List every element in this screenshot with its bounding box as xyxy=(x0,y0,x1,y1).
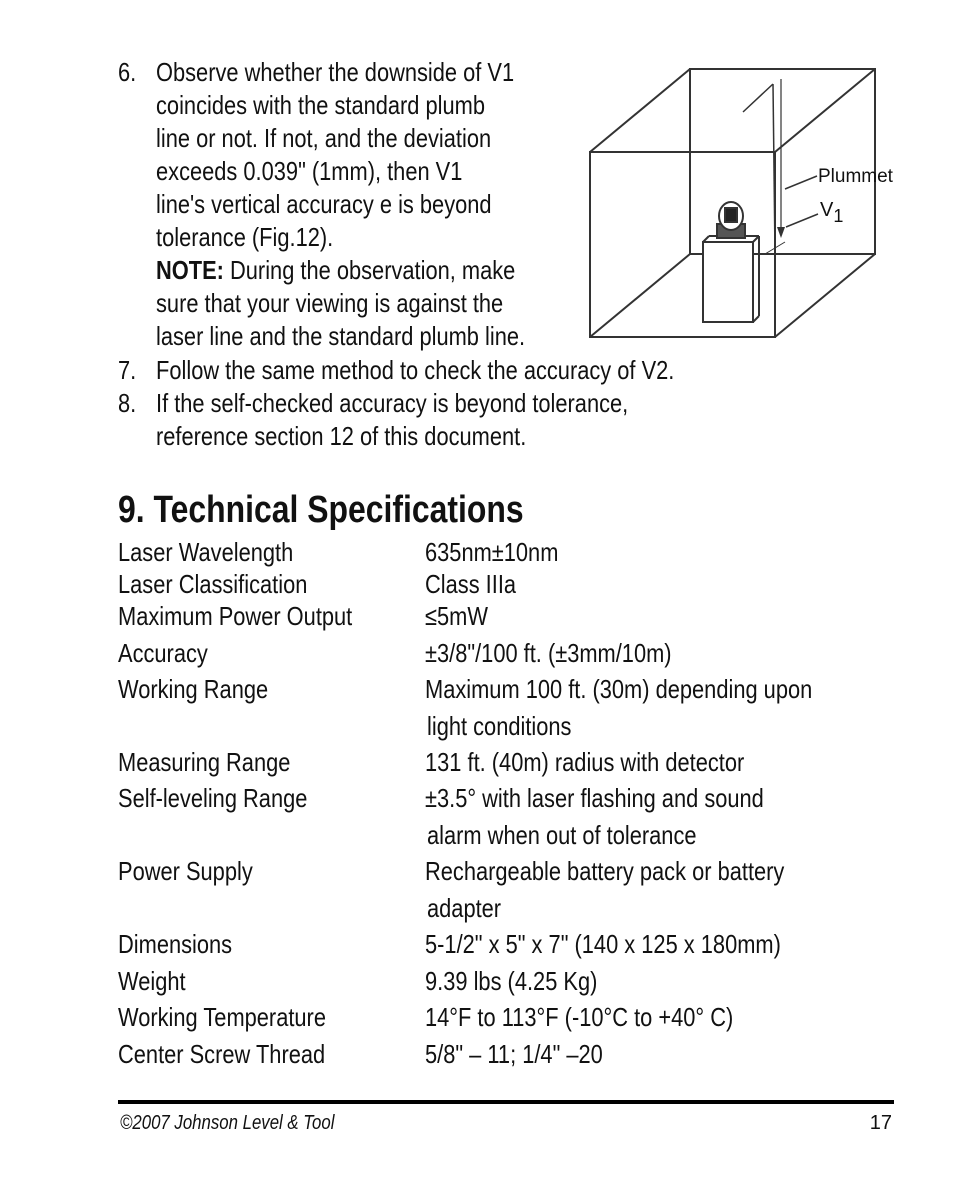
plummet-icon xyxy=(777,227,785,238)
step-6-line-4: exceeds 0.039" (1mm), then V1 xyxy=(156,156,463,186)
spec-label-classification: Laser Classification xyxy=(118,569,308,599)
spec-label-measuring-range: Measuring Range xyxy=(118,747,291,777)
spec-label-power-output: Maximum Power Output xyxy=(118,601,353,631)
spec-value-dimensions: 5-1/2" x 5" x 7" (140 x 125 x 180mm) xyxy=(425,929,781,959)
spec-value-classification: Class IIIa xyxy=(425,569,517,599)
step-8-line-2: reference section 12 of this document. xyxy=(156,421,527,451)
spec-label-screw-thread: Center Screw Thread xyxy=(118,1039,326,1069)
spec-value-weight: 9.39 lbs (4.25 Kg) xyxy=(425,966,598,996)
spec-value-self-leveling-1: ±3.5° with laser flashing and sound xyxy=(425,783,764,813)
note-line-2: sure that your viewing is against the xyxy=(156,288,504,318)
footer-copyright: ©2007 Johnson Level & Tool xyxy=(120,1112,335,1134)
spec-value-temperature: 14°F to 113°F (-10°C to +40° C) xyxy=(425,1002,734,1032)
spec-value-wavelength: 635nm±10nm xyxy=(425,537,559,567)
spec-value-power-output: ≤5mW xyxy=(425,601,488,631)
page-number: 17 xyxy=(869,1112,892,1134)
plummet-label: Plummet xyxy=(818,166,893,187)
spec-value-self-leveling-2: alarm when out of tolerance xyxy=(427,820,697,850)
step-6-line-1: Observe whether the downside of V1 xyxy=(156,57,515,87)
spec-value-screw-thread: 5/8" – 11; 1/4" –20 xyxy=(425,1039,603,1069)
plumb-line-diagram xyxy=(585,64,905,354)
section-title: 9. Technical Specifications xyxy=(118,489,524,531)
spec-label-working-range: Working Range xyxy=(118,674,269,704)
laser-level-icon xyxy=(703,202,759,322)
spec-value-power-supply-2: adapter xyxy=(427,893,502,923)
spec-label-self-leveling: Self-leveling Range xyxy=(118,783,308,813)
step-6-line-3: line or not. If not, and the deviation xyxy=(156,123,492,153)
plumb-line-figure xyxy=(585,64,905,354)
step-8-number: 8. xyxy=(118,388,137,418)
v1-label: V1 xyxy=(820,199,844,226)
spec-label-temperature: Working Temperature xyxy=(118,1002,326,1032)
spec-value-accuracy: ±3/8"/100 ft. (±3mm/10m) xyxy=(425,638,672,668)
step-6-number: 6. xyxy=(118,57,137,87)
step-8-line-1: If the self-checked accuracy is beyond tolerance, xyxy=(156,388,629,418)
step-7-line-1: Follow the same method to check the accuracy of V2. xyxy=(156,355,675,385)
step-6-line-2: coincides with the standard plumb xyxy=(156,90,486,120)
step-6-line-6: tolerance (Fig.12). xyxy=(156,222,334,252)
note-text-1: During the observation, make xyxy=(223,255,516,285)
spec-label-dimensions: Dimensions xyxy=(118,929,233,959)
spec-label-accuracy: Accuracy xyxy=(118,638,208,668)
note-line-3: laser line and the standard plumb line. xyxy=(156,321,526,351)
spec-label-power-supply: Power Supply xyxy=(118,856,253,886)
spec-value-working-range-1: Maximum 100 ft. (30m) depending upon xyxy=(425,674,813,704)
spec-value-power-supply-1: Rechargeable battery pack or battery xyxy=(425,856,785,886)
step-7-number: 7. xyxy=(118,355,137,385)
footer-rule xyxy=(118,1100,894,1104)
spec-label-weight: Weight xyxy=(118,966,186,996)
step-6-line-5: line's vertical accuracy e is beyond xyxy=(156,189,492,219)
note-line-1 xyxy=(156,254,515,287)
spec-label-wavelength: Laser Wavelength xyxy=(118,537,294,567)
spec-value-working-range-2: light conditions xyxy=(427,711,572,741)
v1-laser-line xyxy=(773,84,775,254)
note-label: NOTE: xyxy=(156,255,224,285)
spec-value-measuring-range: 131 ft. (40m) radius with detector xyxy=(425,747,745,777)
